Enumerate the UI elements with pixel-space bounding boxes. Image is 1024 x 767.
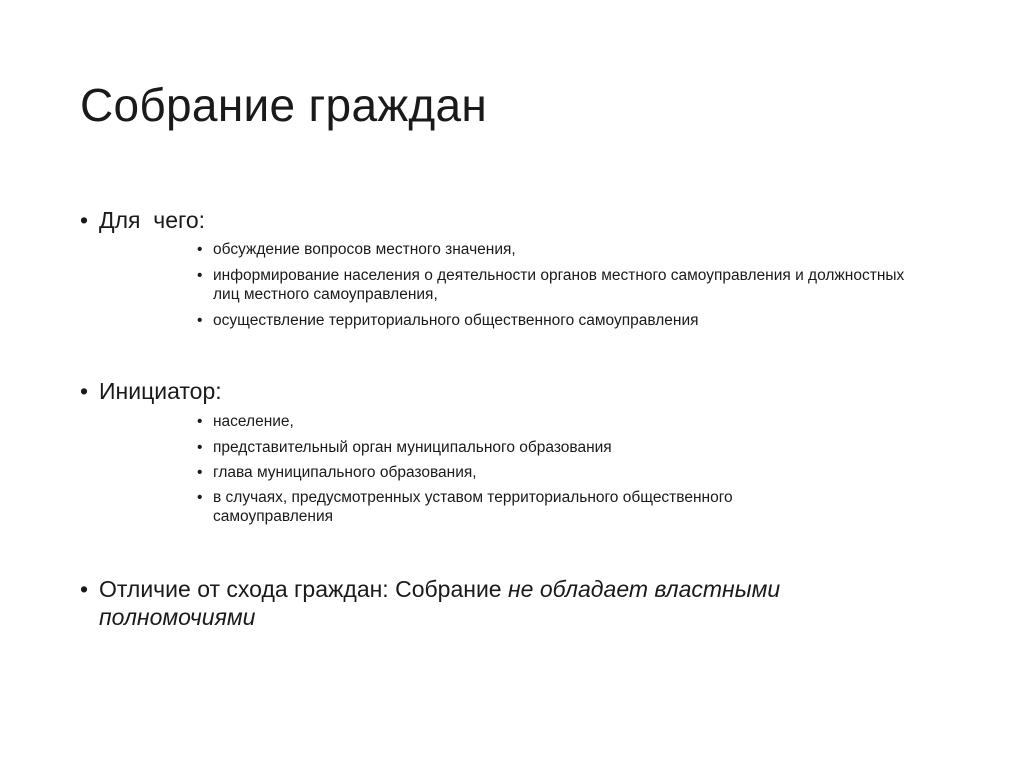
list-item	[197, 438, 933, 457]
list-item-text: глава муниципального образования,	[213, 464, 477, 481]
list-item-text: информирование населения о деятельности органов местного самоуправления и должностных лиц местного самоуправления,	[213, 267, 905, 303]
slide-title: Собрание граждан	[80, 79, 488, 131]
bullet-icon: •	[197, 413, 203, 430]
difference-text	[99, 575, 889, 631]
bullet-icon: •	[80, 207, 89, 233]
list-item	[197, 463, 933, 482]
list-item	[197, 311, 933, 330]
bullet-icon: •	[197, 267, 203, 284]
difference-lead: Отличие от схода граждан: Собрание	[99, 576, 508, 602]
section-heading-text: Для чего:	[99, 207, 206, 233]
difference-statement	[80, 575, 889, 631]
list-item-text: представительный орган муниципального образования	[213, 439, 612, 456]
section-purpose-heading	[80, 206, 889, 234]
list-item	[197, 240, 933, 259]
bullet-icon: •	[197, 312, 203, 329]
bullet-icon: •	[197, 439, 203, 456]
section-heading-text: Инициатор:	[99, 378, 222, 404]
list-item-text: в случаях, предусмотренных уставом территориального общественного самоуправления	[213, 489, 733, 525]
list-item	[197, 412, 933, 431]
difference-emphasis: не обладает властными полномочиями	[99, 576, 781, 630]
bullet-icon: •	[197, 464, 203, 481]
list-item	[197, 488, 853, 526]
bullet-icon: •	[197, 489, 203, 506]
list-item	[197, 266, 933, 304]
list-item-text: население,	[213, 413, 294, 430]
bullet-icon: •	[80, 576, 89, 602]
list-item-text: осуществление территориального общественного самоуправления	[213, 312, 699, 329]
bullet-icon: •	[197, 241, 203, 258]
section-initiator-heading	[80, 377, 889, 405]
list-item-text: обсуждение вопросов местного значения,	[213, 241, 516, 258]
bullet-icon: •	[80, 378, 89, 404]
